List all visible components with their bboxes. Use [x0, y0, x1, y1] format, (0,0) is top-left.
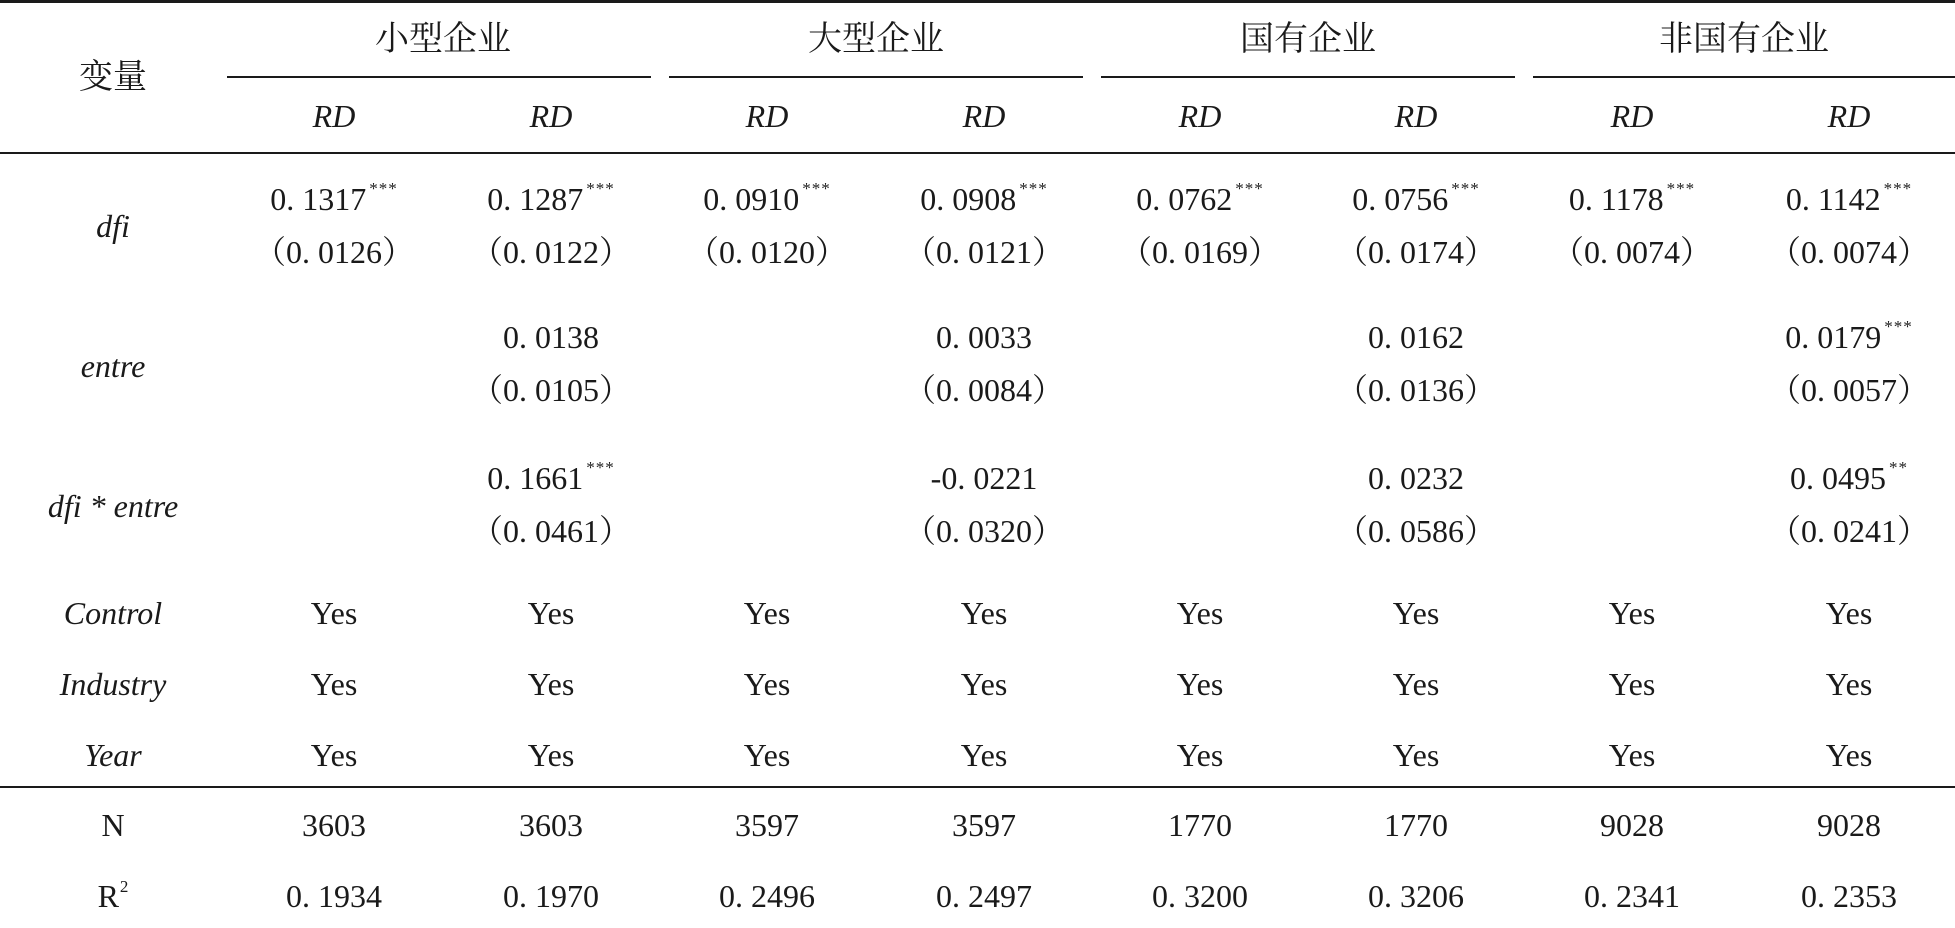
stat-value: 0. 3200	[1152, 878, 1248, 914]
stat-value: 1770	[1168, 807, 1232, 843]
coefficient: 0. 1178 ***	[1568, 179, 1696, 217]
control-value: Yes	[527, 737, 575, 773]
control-value: Yes	[1176, 595, 1224, 631]
standard-error: （0. 0121）	[903, 234, 1065, 270]
control-value: Yes	[960, 595, 1008, 631]
significance-stars: ***	[1235, 179, 1264, 198]
control-label: Year	[84, 737, 142, 773]
control-value: Yes	[960, 737, 1008, 773]
control-label: Industry	[59, 666, 167, 702]
control-value: Yes	[1176, 737, 1224, 773]
standard-error: （0. 0169）	[1119, 234, 1281, 270]
group-header: 非国有企业	[1659, 19, 1829, 59]
control-value: Yes	[1608, 666, 1656, 702]
superscript: 2	[119, 877, 129, 896]
significance-stars: ***	[1666, 179, 1696, 198]
column-subheader: RD	[1178, 98, 1222, 134]
control-value: Yes	[960, 666, 1008, 702]
control-value: Yes	[1608, 595, 1656, 631]
control-value: Yes	[743, 595, 791, 631]
coefficient: -0. 0221	[930, 460, 1038, 496]
stat-value: 1770	[1384, 807, 1448, 843]
variable-label: dfi * entre	[47, 488, 179, 524]
control-value: Yes	[1392, 666, 1440, 702]
standard-error: （0. 0074）	[1768, 234, 1930, 270]
standard-error: （0. 0461）	[470, 513, 632, 549]
coefficient: 0. 0495 **	[1790, 458, 1908, 496]
coefficient: 0. 0138	[503, 319, 599, 355]
column-subheader: RD	[962, 98, 1006, 134]
coefficient: 0. 0179 ***	[1785, 317, 1913, 355]
coefficient: 0. 0162	[1368, 319, 1464, 355]
control-value: Yes	[1176, 666, 1224, 702]
significance-stars: ***	[1019, 179, 1048, 198]
stat-value: 3597	[735, 807, 799, 843]
stat-value: 0. 2353	[1801, 878, 1897, 914]
group-underline	[1101, 76, 1515, 78]
significance-stars: ***	[802, 179, 831, 198]
control-value: Yes	[1392, 737, 1440, 773]
stat-value: 0. 3206	[1368, 878, 1464, 914]
control-value: Yes	[743, 737, 791, 773]
coefficient: 0. 0908 ***	[920, 179, 1048, 217]
standard-error: （0. 0122）	[470, 234, 632, 270]
stat-value: 0. 2497	[936, 878, 1032, 914]
significance-stars: ***	[1883, 179, 1913, 198]
coefficient: 0. 0232	[1368, 460, 1464, 496]
column-subheader: RD	[529, 98, 573, 134]
top-rule	[0, 0, 1955, 3]
stat-value: 3603	[519, 807, 583, 843]
standard-error: （0. 0126）	[253, 234, 415, 270]
stat-value: 0. 1970	[503, 878, 599, 914]
variable-header: 变量	[79, 57, 147, 97]
variable-label: entre	[80, 348, 146, 384]
control-value: Yes	[310, 666, 358, 702]
stat-value: 9028	[1600, 807, 1664, 843]
significance-stars: ***	[586, 458, 615, 477]
stats-rule	[0, 786, 1955, 788]
coefficient: 0. 1287 ***	[487, 179, 615, 217]
stat-value: 0. 2341	[1584, 878, 1680, 914]
coefficient: 0. 1142 ***	[1785, 179, 1913, 217]
significance-stars: **	[1889, 458, 1908, 477]
standard-error: （0. 0174）	[1335, 234, 1497, 270]
standard-error: （0. 0586）	[1335, 513, 1497, 549]
stat-label: $R^2$	[97, 877, 129, 914]
control-value: Yes	[1825, 595, 1873, 631]
coefficient: 0. 1317 ***	[270, 179, 398, 217]
significance-stars: ***	[369, 179, 398, 198]
standard-error: （0. 0136）	[1335, 372, 1497, 408]
control-value: Yes	[310, 595, 358, 631]
column-subheader: RD	[745, 98, 789, 134]
standard-error: （0. 0320）	[903, 513, 1065, 549]
coefficient: 0. 0762 ***	[1136, 179, 1264, 217]
significance-stars: ***	[1884, 317, 1913, 336]
stat-label: N	[101, 807, 125, 843]
variable-label: dfi	[96, 208, 130, 244]
control-value: Yes	[1825, 666, 1873, 702]
standard-error: （0. 0074）	[1551, 234, 1713, 270]
control-value: Yes	[1392, 595, 1440, 631]
coefficient: 0. 0033	[936, 319, 1032, 355]
column-subheader: RD	[1827, 98, 1871, 134]
standard-error: （0. 0105）	[470, 372, 632, 408]
control-label: Control	[63, 595, 163, 631]
control-value: Yes	[527, 595, 575, 631]
header-rule	[0, 152, 1955, 154]
stat-value: 3597	[952, 807, 1016, 843]
significance-stars: ***	[586, 179, 615, 198]
group-header: 国有企业	[1240, 19, 1376, 59]
significance-stars: ***	[1451, 179, 1480, 198]
group-underline	[1533, 76, 1955, 78]
column-subheader: RD	[1610, 98, 1654, 134]
stat-value: 3603	[302, 807, 366, 843]
column-subheader: RD	[312, 98, 356, 134]
control-value: Yes	[1825, 737, 1873, 773]
group-underline	[227, 76, 651, 78]
standard-error: （0. 0241）	[1768, 513, 1930, 549]
stat-value: 0. 1934	[286, 878, 382, 914]
group-header: 小型企业	[375, 19, 511, 59]
stat-value: 9028	[1817, 807, 1881, 843]
control-value: Yes	[527, 666, 575, 702]
coefficient: 0. 0756 ***	[1352, 179, 1480, 217]
standard-error: （0. 0084）	[903, 372, 1065, 408]
coefficient: 0. 1661 ***	[487, 458, 615, 496]
column-subheader: RD	[1394, 98, 1438, 134]
control-value: Yes	[1608, 737, 1656, 773]
group-header: 大型企业	[808, 19, 944, 59]
control-value: Yes	[310, 737, 358, 773]
standard-error: （0. 0120）	[686, 234, 848, 270]
coefficient: 0. 0910 ***	[703, 179, 831, 217]
standard-error: （0. 0057）	[1768, 372, 1930, 408]
group-underline	[669, 76, 1083, 78]
stat-value: 0. 2496	[719, 878, 815, 914]
control-value: Yes	[743, 666, 791, 702]
